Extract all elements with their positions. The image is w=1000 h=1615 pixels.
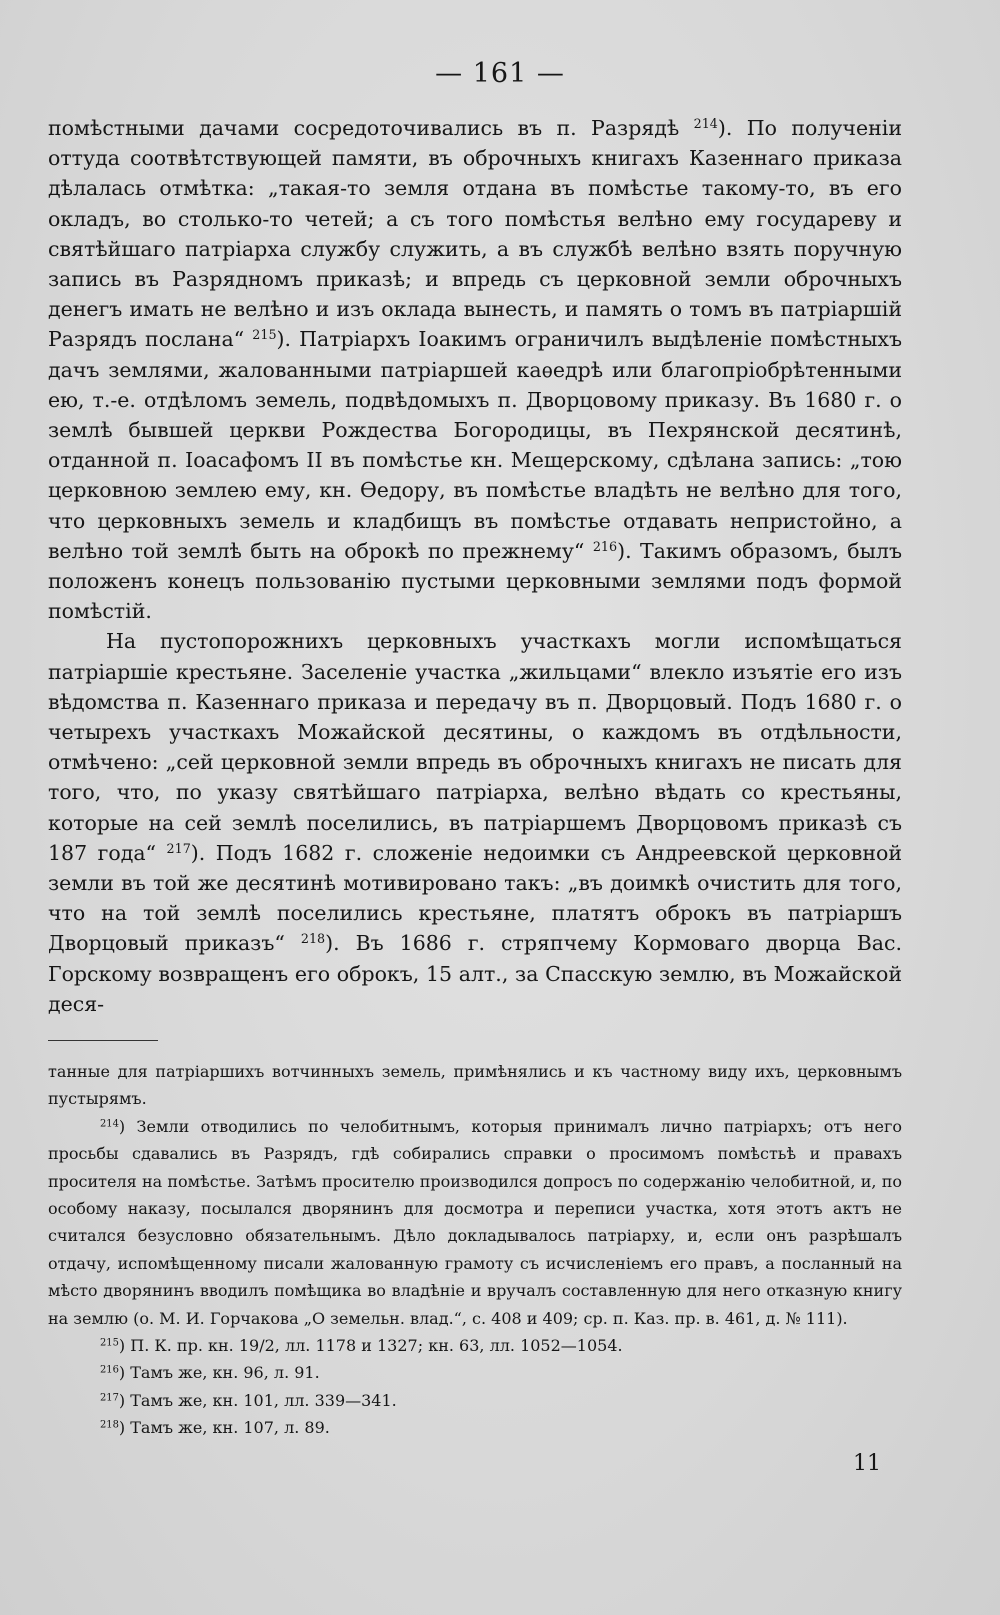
- footnote-text: ) Тамъ же, кн. 96, л. 91.: [118, 1363, 320, 1383]
- text-run: ). Подъ 1682 г. сложеніе недоимки съ Андреевской церковной земли въ той же десятинѣ мотивировано такъ: „въ доимкѣ очистить для того, что на той землѣ поселились крестьяне, платятъ оброкъ въ патріаршъ Дворцовый приказъ“: [48, 840, 902, 956]
- text-run: ). Въ 1686 г. стряпчему Кормоваго дворца Вас. Горскому возвращенъ его оброкъ, 15 алт., за Спасскую землю, въ Можайской деся-: [48, 931, 902, 1016]
- footnote-mark: 218: [100, 1419, 119, 1431]
- footnote-text: ) Земли отводились по челобитнымъ, которыя принималъ лично патріархъ; отъ него просьбы сдавались въ Разрядъ, гдѣ собирались справки о просимомъ помѣстьѣ и правахъ просителя на помѣстье. Затѣмъ просителю производился допросъ по содержанію челобитной, и, по особому наказу, посылался дворянинъ для досмотра и переписи участка, хотя этотъ актъ не считался безусловно обязательнымъ. Дѣло докладывалось патріарху, и, если онъ разрѣшалъ отдачу, испомѣщенному писали жалованную грамоту съ исчисленіемъ его правъ, а посланный на мѣсто дворянинъ вводилъ помѣщика во владѣніе и вручалъ составленную для него отказную книгу на землю (о. М. И. Горчакова „О земельн. влад.“, с. 408 и 409; ср. п. Каз. пр. в. 461, д. № 111).: [48, 1116, 902, 1328]
- signature-mark: 11: [853, 1451, 881, 1476]
- main-text: [48, 113, 902, 1019]
- footnote-214: [48, 1113, 902, 1332]
- footnote-ref: 217: [166, 840, 191, 856]
- text-run: На пустопорожнихъ церковныхъ участкахъ могли испомѣщаться патріаршіе крестьяне. Заселеніе участка „жильцами“ влекло изъятіе его изъ вѣдомства п. Казеннаго приказа и передачу въ п. Дворцовый. Подъ 1680 г. о четырехъ участкахъ Можайской десятины, о каждомъ въ отдѣльности, отмѣчено: „сей церковной земли впредь въ оброчныхъ книгахъ не писать для того, что, по указу святѣйшаго патріарха, велѣно вѣдать со крестьяны, которые на сей землѣ поселились, въ патріаршемъ Дворцовомъ приказѣ съ 187 года“: [48, 629, 902, 865]
- paragraph-2: [48, 626, 902, 1019]
- text-run: ). По полученіи оттуда соотвѣтствующей памяти, въ оброчныхъ книгахъ Казеннаго приказа дѣлалась отмѣтка: „такая-то земля отдана въ помѣстье такому-то, въ его окладъ, во столько-то четей; а съ того помѣстья велѣно ему государеву и святѣйшаго патріарха службу служить, а въ службѣ велѣно взять поручную запись въ Разрядномъ приказѣ; и впредь съ церковной земли оброчныхъ денегъ имать не велѣно и изъ оклада вынесть, и память о томъ въ патріаршій Разрядъ послана“: [48, 116, 902, 352]
- footnote-text: ) Тамъ же, кн. 107, л. 89.: [118, 1418, 330, 1438]
- footnotes: [48, 1058, 902, 1442]
- footnote-ref: 216: [592, 538, 618, 554]
- footnote-continuation: танные для патріаршихъ вотчинныхъ земель, примѣнялись и къ частному виду ихъ, церковнымъ пустырямъ.: [48, 1062, 902, 1109]
- footnote-218: [48, 1414, 902, 1441]
- footnote-ref: 218: [300, 931, 326, 947]
- footnote-mark: 217: [100, 1392, 119, 1404]
- footnote-216: [48, 1359, 902, 1386]
- paragraph-1: [48, 113, 902, 626]
- footnote-text: ) П. К. пр. кн. 19/2, лл. 1178 и 1327; кн. 63, лл. 1052—1054.: [118, 1336, 623, 1356]
- footnote-mark: 215: [100, 1337, 119, 1349]
- page-number: — 161 —: [435, 58, 565, 89]
- footnote-mark: 214: [100, 1118, 119, 1130]
- footnote-215: [48, 1332, 902, 1359]
- footnote-217: [48, 1387, 902, 1414]
- text-run: ). Такимъ образомъ, былъ положенъ конецъ пользованію пустыми церковными землями подъ формой помѣстій.: [48, 538, 903, 624]
- footnote-ref: 214: [693, 116, 718, 132]
- footnote-mark: 216: [100, 1365, 119, 1377]
- text-run: помѣстными дачами сосредоточивались въ п. Разрядѣ: [48, 116, 694, 140]
- footnote-text: ) Тамъ же, кн. 101, лл. 339—341.: [118, 1390, 397, 1410]
- footnote-divider: [48, 1040, 158, 1041]
- text-run: ). Патріархъ Іоакимъ ограничилъ выдѣленіе помѣстныхъ дачъ землями, жалованными патріаршей каѳедрѣ или благопріобрѣтенными ею, т.-е. отдѣломъ земель, подвѣдомыхъ п. Дворцовому приказу. Въ 1680 г. о землѣ бывшей церкви Рождества Богородицы, въ Пехрянской десятинѣ, отданной п. Іоасафомъ II въ помѣстье кн. Мещерскому, сдѣлана запись: „тою церковною землею ему, кн. Ѳедору, въ помѣстье владѣть не велѣно для того, что церковныхъ земель и кладбищъ въ помѣстье отдавать непристойно, а велѣно той землѣ быть на оброкѣ по прежнему“: [48, 327, 902, 563]
- footnote-ref: 215: [252, 327, 277, 343]
